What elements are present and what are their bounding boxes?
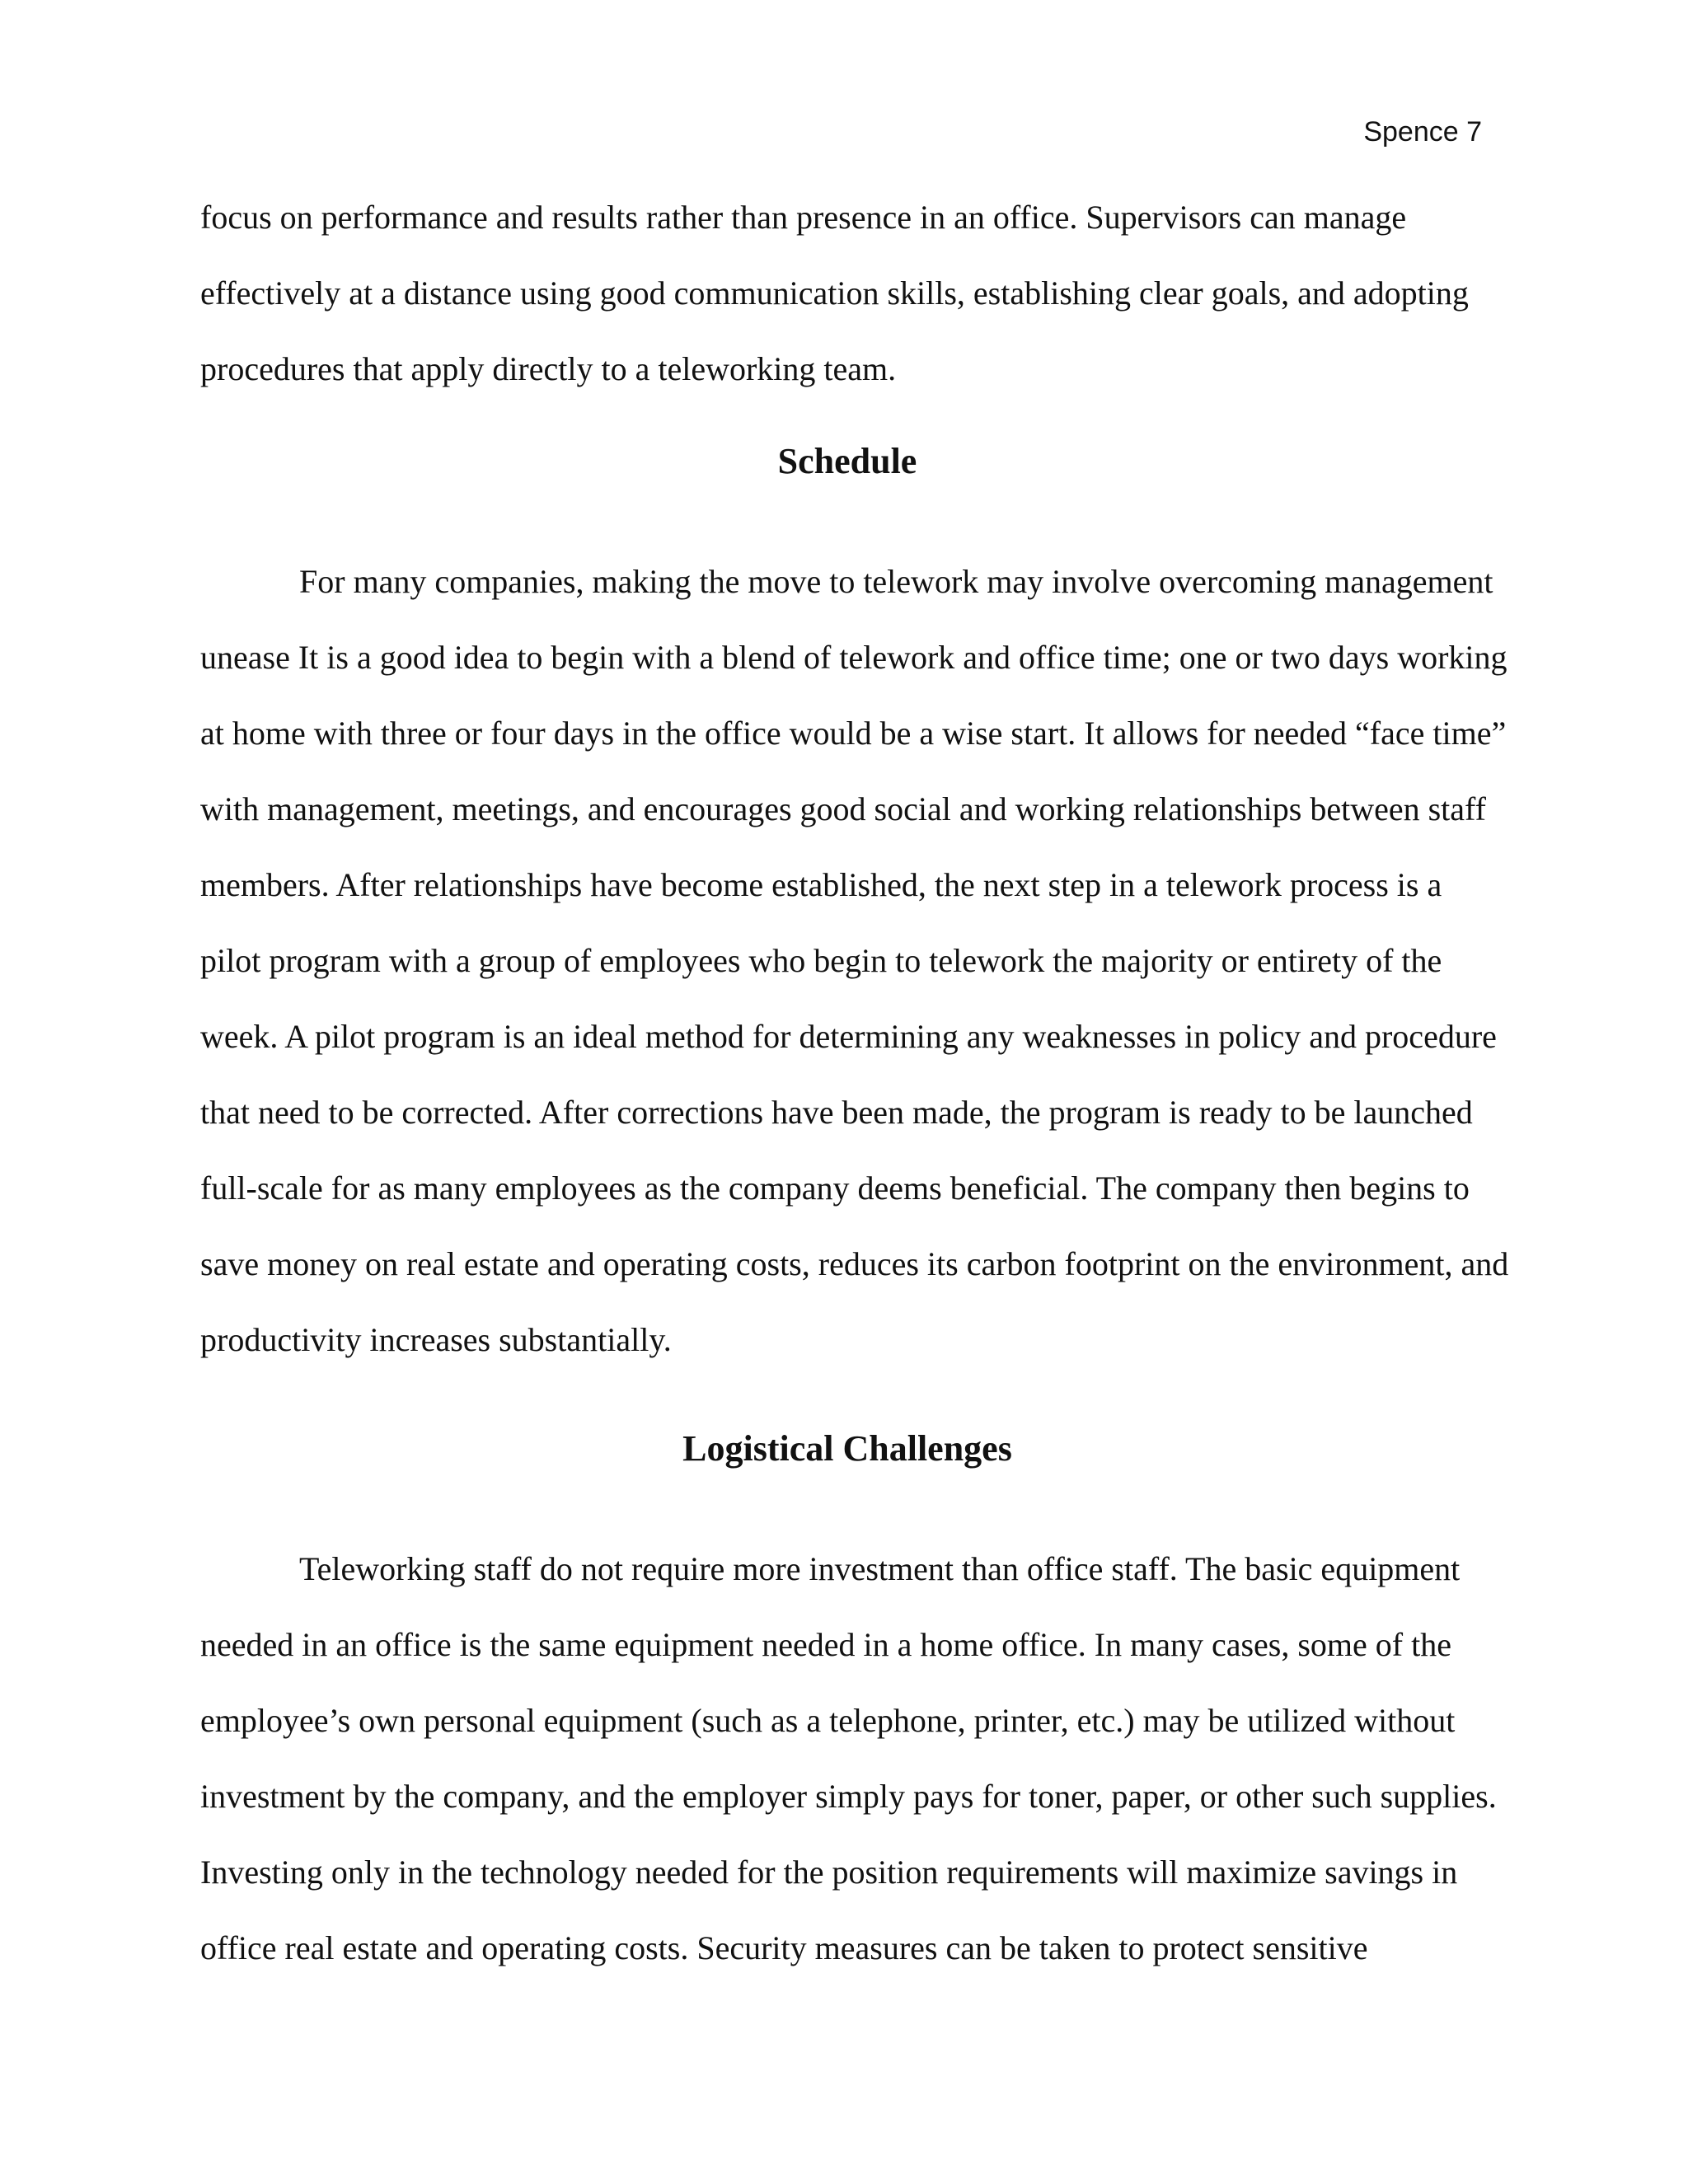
running-head: Spence 7 <box>1363 116 1482 148</box>
paragraph-line: week. A pilot program is an ideal method for determining any weaknesses in policy and procedure <box>200 1018 1497 1055</box>
paragraph-line: Investing only in the technology needed for the position requirements will maximize savings in <box>200 1854 1458 1891</box>
paragraph-line: save money on real estate and operating costs, reduces its carbon footprint on the environment, and <box>200 1245 1509 1282</box>
paragraph-line: employee’s own personal equipment (such as a telephone, printer, etc.) may be utilized without <box>200 1702 1456 1739</box>
paragraph-line: office real estate and operating costs. Security measures can be taken to protect sensitive <box>200 1929 1368 1966</box>
paragraph-line: needed in an office is the same equipment needed in a home office. In many cases, some of the <box>200 1626 1451 1663</box>
paragraph-line: at home with three or four days in the office would be a wise start. It allows for needed “face time” <box>200 715 1507 752</box>
paragraph-line: unease It is a good idea to begin with a blend of telework and office time; one or two days working <box>200 639 1507 676</box>
paragraph-line: members. After relationships have become established, the next step in a telework process is a <box>200 866 1442 903</box>
paragraph-line: effectively at a distance using good communication skills, establishing clear goals, and adopting <box>200 274 1469 312</box>
section-heading-schedule: Schedule <box>777 441 917 481</box>
paragraph-line: that need to be corrected. After corrections have been made, the program is ready to be launched <box>200 1094 1473 1131</box>
paragraph-line: productivity increases substantially. <box>200 1321 672 1358</box>
paragraph-line: focus on performance and results rather than presence in an office. Supervisors can manage <box>200 199 1407 236</box>
intro-paragraph <box>200 180 1494 407</box>
section-heading-logistics: Logistical Challenges <box>682 1428 1012 1469</box>
paragraph-line: full-scale for as many employees as the company deems beneficial. The company then begins to <box>200 1169 1470 1207</box>
paragraph-line: with management, meetings, and encourages good social and working relationships between staff <box>200 790 1486 827</box>
logistics-paragraph <box>200 1531 1497 1986</box>
paragraph-line: Teleworking staff do not require more investment than office staff. The basic equipment <box>299 1550 1461 1587</box>
paragraph-line: pilot program with a group of employees who begin to telework the majority or entirety of the <box>200 942 1442 979</box>
schedule-paragraph <box>200 544 1509 1378</box>
paragraph-line: investment by the company, and the employer simply pays for toner, paper, or other such supplies. <box>200 1778 1497 1815</box>
paragraph-line: procedures that apply directly to a teleworking team. <box>200 350 897 387</box>
paragraph-line: For many companies, making the move to telework may involve overcoming management <box>299 563 1493 600</box>
